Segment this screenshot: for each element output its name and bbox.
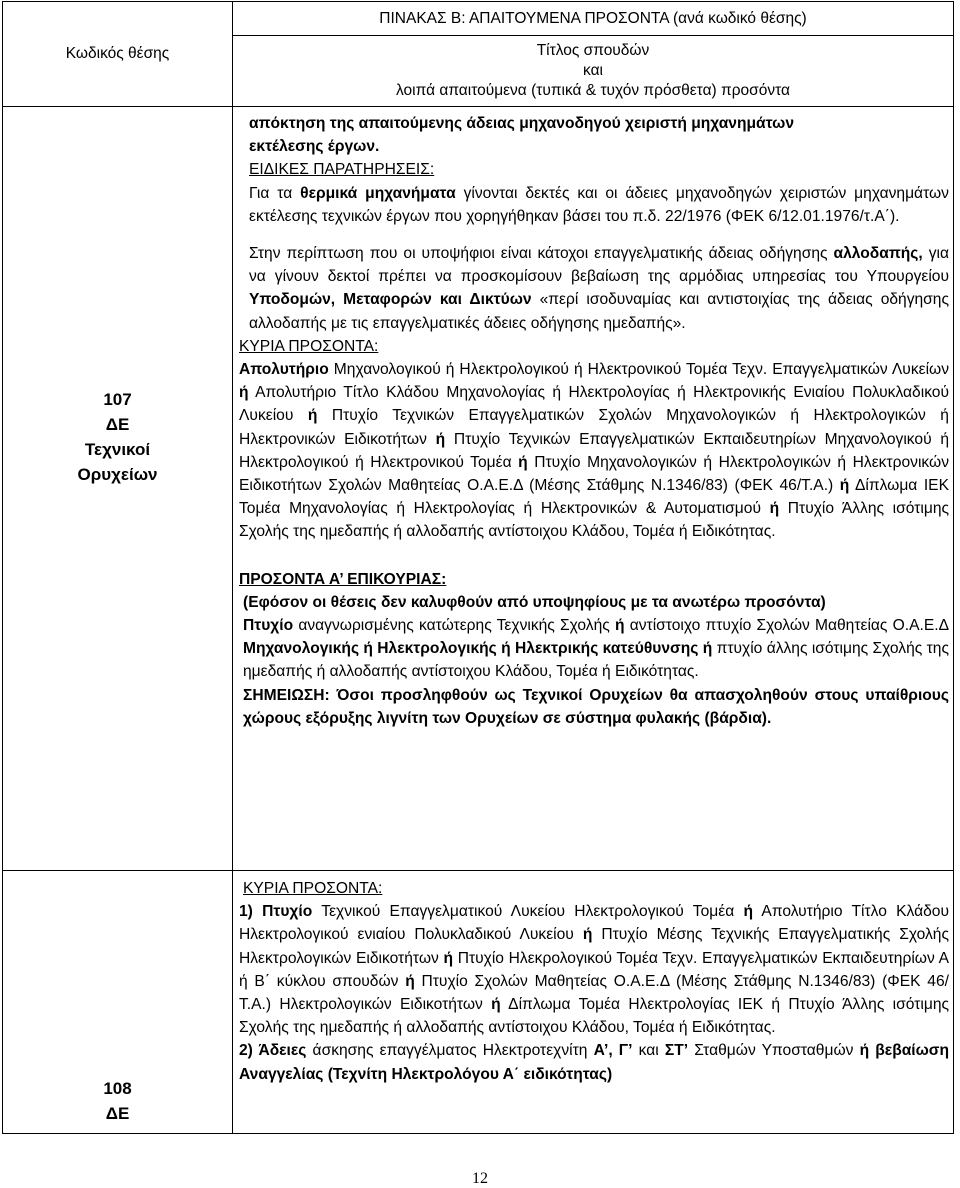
qualifications-cell [233,107,954,871]
qualifications-header [233,36,954,107]
heading-text: ΠΡΟΣΟΝΤΑ Α’ ΕΠΙΚΟΥΡΙΑΣ: [239,570,447,588]
text-bold: ΣΤ’ [664,1042,689,1060]
text-bold: Άδειες [258,1042,307,1060]
text: Πτυχίο Μέσης Τεχνικής Επαγγελματικής Σχολής Ηλεκτρολογικών Ειδικοτήτων [239,926,949,967]
paragraph [239,358,949,544]
text: για να γίνουν δεκτοί πρέπει να προσκομίσουν βεβαίωση της αρμόδιας υπηρεσίας του Υπουργείου [249,245,949,286]
main-qualifications-heading [239,335,949,358]
qualifications-cell [233,871,954,1134]
text: Σταθμών Υποσταθμών [688,1042,860,1060]
position-code: 108 [103,1079,132,1098]
auxiliary-note: (Εφόσον οι θέσεις δεν καλυφθούν από υποψηφίους με τα ανωτέρω προσόντα) [243,593,826,611]
table-row [3,107,954,871]
text: εκτέλεσης έργων. [249,138,380,156]
text: «περί ισοδυναμίας και αντιστοιχίας της άδειας οδήγησης αλλοδαπής με τις επαγγελματικές άδειες οδήγησης ημεδαπής». [249,291,949,332]
text: Πτυχίο Άλλης ισότιμης Σχολής της ημεδαπής ή αλλοδαπής αντίστοιχου Κλάδου, Τομέα ή Ειδικότητας. [239,500,950,541]
paragraph [239,614,949,684]
text: Δίπλωμα ΙΕΚ Τομέα Μηχανολογίας ή Ηλεκτρολογίας ή Ηλεκτρονικών & Αυτοματισμού [239,477,949,518]
text: Μηχανολογικού ή Ηλεκτρολογικού ή Ηλεκτρονικού Τομέα Τεχν. Επαγγελματικών Λυκείων [328,361,949,379]
paragraph [239,112,949,158]
text: Πτυχίο Ηλεκρολογικού Τομέα Τεχν. Επαγγελματικών Εκπαιδευτηρίων Α ή Β΄ κύκλου σπουδών [239,949,949,990]
heading-text: ΚΥΡΙΑ ΠΡΟΣΟΝΤΑ: [243,880,383,897]
special-remarks-heading [239,158,949,181]
text-bold: ή [743,903,754,921]
text-bold: Απολυτήριο [239,361,329,379]
table-row [3,871,954,1134]
text: Πτυχίο Μηχανολογικών ή Ηλεκτρολογικών ή Ηλεκτρονικών Ειδικοτήτων Σχολών Μαθητείας Ο.Α.Ε.Δ (Μέσης Στάθμης Ν.1346/83) (ΦΕΚ 46/Τ.Α.) [239,453,950,495]
text: Πτυχίο Τεχνικών Επαγγελματικών Σχολών Μηχανολογικών ή Ηλεκτρολογικών ή Ηλεκτρονικών Ειδικοτήτων [239,407,949,448]
text-bold: ή [615,617,625,635]
note-paragraph: ΣΗΜΕΙΩΣΗ: Όσοι προσληφθούν ως Τεχνικοί Ορυχείων θα απασχοληθούν στους υπαίθριους χώρους εξόρυξης λιγνίτη των Ορυχείων σε σύστημα φυλακής (βάρδια). [243,686,949,727]
position-code: 107 [103,390,132,409]
text-bold: ή [491,996,501,1014]
text: γίνονται δεκτές και οι άδειες μηχανοδηγών χειριστών μηχανημάτων εκτέλεσης τεχνικών έργων που χορηγήθηκαν βάσει του π.δ. 22/1976 (ΦΕΚ 6/12.01.1976/τ.Α΄). [249,184,949,225]
text: Τεχνικού Επαγγελματικού Λυκείου Ηλεκτρολογικού Τομέα [312,903,744,921]
heading-text: ΚΥΡΙΑ ΠΡΟΣΟΝΤΑ: [239,337,379,355]
text: Πτυχίο Τεχνικών Επαγγελματικών Εκπαιδευτηρίων Μηχανολογικού ή Ηλεκτρολογικού ή Ηλεκτρονικού Τομέα [239,430,950,471]
position-code-cell [3,871,233,1134]
main-qualifications-heading [239,877,949,900]
text: άσκησης επαγγέλματος Ηλεκτροτεχνίτη [306,1042,594,1060]
text: απόκτηση της απαιτούμενης άδειας μηχανοδηγού χειριστή μηχανημάτων [249,115,794,132]
position-title-2: Ορυχείων [77,465,158,484]
text-bold: ή [582,926,593,944]
qualifications-header-line2: και [583,62,603,79]
text-bold: Πτυχίο [262,903,313,921]
heading-text: ΕΙΔΙΚΕΣ ΠΑΡΑΤΗΡΗΣΕΙΣ: [249,161,435,179]
text-bold: θερμικά μηχανήματα [300,184,456,202]
qualifications-header-line3: λοιπά απαιτούμενα (τυπικά & τυχόν πρόσθετα) προσόντα [396,82,790,99]
auxiliary-qualifications-heading [239,568,949,591]
text-bold: αλλοδαπής, [833,245,923,263]
position-code-cell [3,107,233,871]
position-category: ΔΕ [105,1104,130,1123]
text-bold: ή [839,477,850,495]
text-bold: ή [518,453,528,471]
text-bold: ή [769,500,780,518]
page-number: 12 [472,1170,488,1187]
position-code-header [3,2,233,107]
list-item [239,1039,949,1085]
requirements-table [2,1,954,1134]
text-bold: ή [307,407,318,425]
position-category: ΔΕ [105,415,130,434]
position-code-header-label: Κωδικός θέσης [65,45,170,62]
text: Απολυτήριο Τίτλο Κλάδου Ηλεκτρολογικού ενιαίου Πολυκλαδικού Λυκείου [239,903,950,944]
item-number: 1) [239,903,263,921]
paragraph [239,182,949,228]
text: πτυχίο άλλης ισότιμης Σχολής της ημεδαπής ή αλλοδαπής αντίστοιχου Κλάδου, Τομέα ή Ειδικότητας. [243,640,949,681]
text-bold: Πτυχίο [243,617,294,635]
text: Δίπλωμα Τομέα Ηλεκτρολογίας ΙΕΚ ή Πτυχίο Άλλης ισότιμης Σχολής της ημεδαπής ή αλλοδαπής αντίστοιχου Κλάδου, Τομέα ή Ειδικότητας. [239,996,950,1037]
table-title-text: ΠΙΝΑΚΑΣ Β: ΑΠΑΙΤΟΥΜΕΝΑ ΠΡΟΣΟΝΤΑ (ανά κωδικό θέσης) [379,9,807,27]
item-number: 2) [239,1042,259,1060]
text: Στην περίπτωση που οι υποψήφιοι είναι κάτοχοι επαγγελματικής άδειας οδήγησης [249,245,834,263]
text-bold: ή [239,384,249,402]
text: Απολυτήριο Τίτλο Κλάδου Μηχανολογίας ή Ηλεκτρολογίας ή Ηλεκτρονικής Ενιαίου Πολυκλαδικού Λυκείου [239,384,949,425]
text-bold: Α’, Γ’ [593,1042,633,1060]
text-bold: ή βεβαίωση Αναγγελίας (Τεχνίτη Ηλεκτρολόγου Α΄ ειδικότητας) [239,1042,949,1083]
table-title [233,2,954,36]
text-bold: ή [405,972,415,990]
text: αντίστοιχο πτυχίο Σχολών Μαθητείας Ο.Α.Ε.Δ [624,617,949,635]
text-bold: ή [435,430,446,448]
text-bold: Υποδομών, Μεταφορών και Δικτύων [249,291,532,309]
text: Πτυχίο Σχολών Μαθητείας Ο.Α.Ε.Δ (Μέσης Στάθμης Ν.1346/83) (ΦΕΚ 46/Τ.Α.) Ηλεκτρολογικών Ειδικοτήτων [239,972,949,1014]
text-bold: ή [443,949,454,967]
text: και [632,1042,665,1060]
position-title: Τεχνικοί [84,440,151,459]
text: Για τα [249,184,301,202]
text-bold: Μηχανολογικής ή Ηλεκτρολογικής ή Ηλεκτρικής κατεύθυνσης ή [243,640,713,658]
qualifications-header-line1: Τίτλος σπουδών [536,42,650,59]
paragraph [239,242,949,335]
list-item [239,900,949,1039]
text: αναγνωρισμένης κατώτερης Τεχνικής Σχολής [293,617,615,635]
